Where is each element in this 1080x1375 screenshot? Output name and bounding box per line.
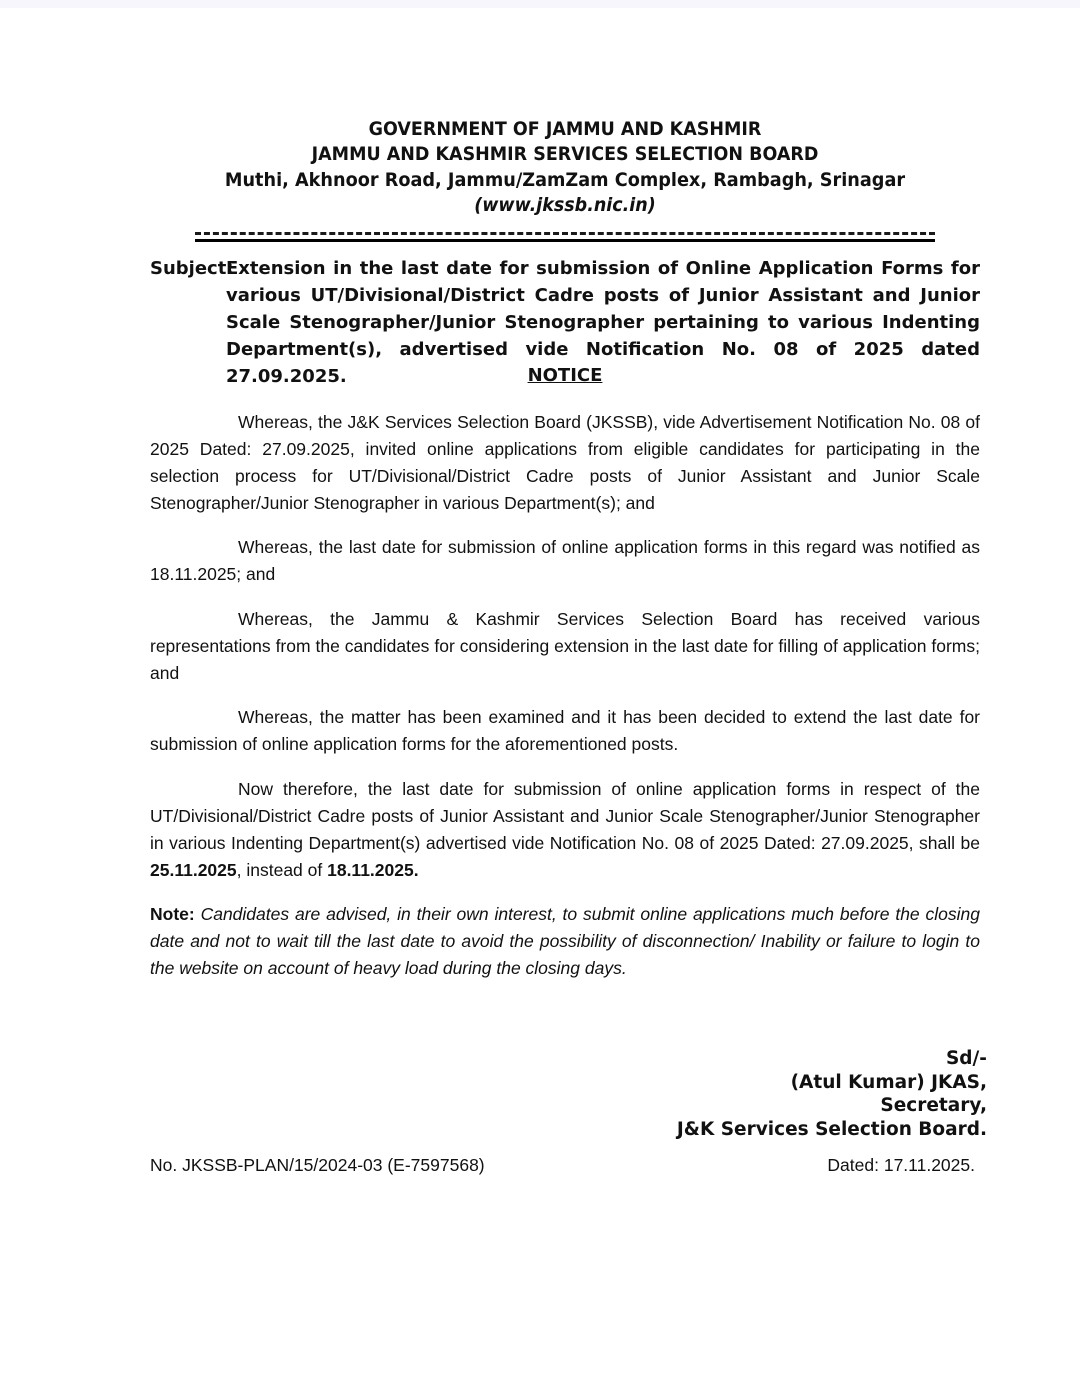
notice-title: NOTICE	[527, 365, 603, 386]
paragraph-final	[150, 776, 980, 884]
signatory-name: (Atul Kumar) JKAS,	[790, 1071, 987, 1093]
signature-block	[677, 1047, 987, 1141]
note-text: Candidates are advised, in their own interest, to submit online applications much before the closing date and not to wait till the last date to avoid the possibility of disconnection/ Inability or failure to login to the website on account of heavy load during the closing days.	[150, 904, 980, 978]
final-text-before: Now therefore, the last date for submission of online application forms in respect of the UT/Divisional/District Cadre posts of Junior Assistant and Junior Scale Stenographer/Junior Stenographer in various Indenting Department(s) advertised vide Notification No. 08 of 2025 Dated: 27.09.2025, shall be	[150, 779, 980, 853]
paragraph-text: Whereas, the last date for submission of online application forms in this regard was notified as 18.11.2025; and	[150, 537, 980, 584]
top-band	[0, 0, 1080, 8]
paragraph-text: Whereas, the matter has been examined and it has been decided to extend the last date for submission of online application forms for the aforementioned posts.	[150, 707, 980, 754]
new-last-date: 25.11.2025	[150, 860, 237, 880]
note-label: Note:	[150, 904, 195, 924]
letterhead-board-name: JAMMU AND KASHMIR SERVICES SELECTION BOARD	[311, 143, 819, 165]
subject-text: Extension in the last date for submission of Online Application Forms for various UT/Divisional/District Cadre posts of Junior Assistant and Junior Scale Stenographer/Junior Stenographer pertaining to various Indenting Department(s), advertised vide Notification No. 08 of 2025 dated 27.09.2025.	[226, 258, 980, 387]
letterhead-address: Muthi, Akhnoor Road, Jammu/ZamZam Complex, Rambagh, Srinagar	[224, 169, 906, 191]
paragraph-2	[150, 534, 980, 588]
paragraph-4	[150, 704, 980, 758]
subject-label: Subject:	[150, 258, 234, 279]
final-paragraph-text	[150, 776, 980, 884]
signature-sd: Sd/-	[945, 1048, 987, 1069]
paragraph-text: Whereas, the Jammu & Kashmir Services Selection Board has received various representations from the candidates for considering extension in the last date for filling of application forms; and	[150, 609, 980, 683]
solid-rule	[195, 239, 935, 242]
signatory-organization: J&K Services Selection Board.	[676, 1118, 987, 1140]
paragraph-text: Whereas, the J&K Services Selection Board (JKSSB), vide Advertisement Notification No. 08 of 2025 Dated: 27.09.2025, invited online applications from eligible candidates for participating in the selection process for UT/Divisional/District Cadre posts of Junior Assistant and Junior Scale Stenographer/Junior Stenographer in various Department(s); and	[150, 412, 980, 513]
note-paragraph	[150, 901, 980, 982]
header-divider	[195, 232, 935, 244]
signatory-designation: Secretary,	[880, 1095, 987, 1116]
letterhead-website: (www.jkssb.nic.in)	[474, 194, 656, 216]
letterhead	[150, 117, 980, 218]
dashed-rule	[195, 232, 935, 235]
final-text-middle: , instead of	[236, 860, 328, 880]
old-last-date: 18.11.2025.	[327, 860, 419, 880]
letterhead-government: GOVERNMENT OF JAMMU AND KASHMIR	[368, 118, 762, 140]
note-block	[150, 901, 980, 982]
reference-number: No. JKSSB-PLAN/15/2024-03 (E-7597568)	[150, 1155, 485, 1175]
paragraph-3	[150, 606, 980, 687]
paragraph-1	[150, 409, 980, 517]
issue-date: Dated: 17.11.2025.	[827, 1155, 975, 1175]
